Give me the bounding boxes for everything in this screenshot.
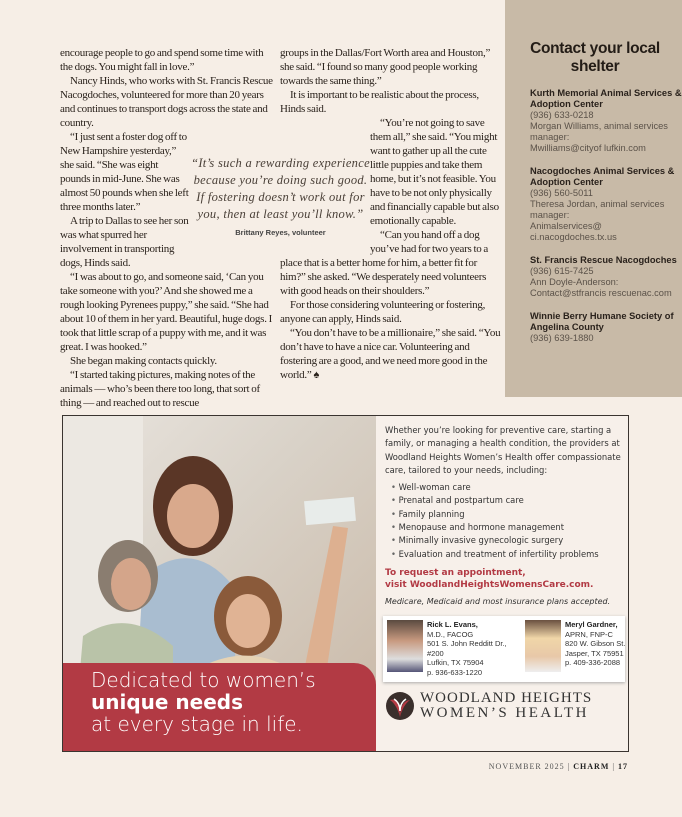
end-mark-icon: ♠ [313, 369, 320, 381]
doctor-phone: p. 936-633-1220 [427, 667, 483, 677]
page-number: 17 [618, 762, 628, 771]
logo-line: WOODLAND HEIGHTS [420, 690, 593, 706]
paragraph: She began making contacts quickly. [70, 355, 217, 367]
doctor-cred: M.D., FACOG [427, 629, 474, 639]
shelter-name: Nacogdoches Animal Services & Adoption Center [530, 166, 675, 187]
paragraph: “You’re not going to save them all,” she said. “You might want to gather up all the cute little puppies and take them home, but it’s not feasible. You have to be not only physically and financially capable but also emotionally capable. [370, 117, 499, 227]
ad-banner [63, 663, 376, 751]
paragraph: It is important to be realistic about the process, Hinds said. [280, 89, 479, 115]
doctors-card [383, 616, 625, 682]
banner-emphasis: unique needs [91, 690, 244, 714]
paragraph: “I was about to go, and someone said, ‘Can you take someone with you?’ And she showed me a rough looking Pyrenees puppy,” she said. “She had about 10 of them in her yard. Beautiful, huge dogs. I took that little scrap of a puppy with me, and it was great. I was hooked.” [60, 271, 273, 353]
ad-copy [385, 424, 625, 608]
website-link[interactable]: visit WoodlandHeightsWomensCare.com. [385, 580, 594, 591]
insurance-note: Medicare, Medicaid and most insurance plans accepted. [385, 596, 611, 606]
paragraph: “I started taking pictures, making notes of the animals — who’s been there too long, that sort of thing — and reached out to rescue [60, 369, 260, 409]
service-item: • Family planning [391, 508, 625, 521]
paragraph: encourage people to go and spend some time with the dogs. You might fall in love.” [60, 47, 264, 73]
shelter-detail: Morgan Williams, animal services manager: [530, 121, 668, 142]
paragraph: “I just sent a foster dog off to New Hampshire yesterday,” she said. “She was eight pounds in mid-June. She was almost 50 pounds when she left three months later.” [60, 131, 189, 213]
logo-line: WOMEN’S HEALTH [420, 705, 590, 721]
doctor-addr2: Jasper, TX 75951 [565, 648, 624, 658]
paragraph: A trip to Dallas to see her son was what spurred her involvement in transporting dogs, Hinds said. [60, 215, 189, 269]
shelter-detail: (936) 560-5011 [530, 188, 593, 198]
shelter-detail: Ann Doyle-Anderson: [530, 277, 619, 287]
page-footer: NOVEMBER 2025 | CHARM | 17 [488, 762, 628, 771]
paragraph: For those considering volunteering or fostering, anyone can apply, Hinds said. [280, 299, 486, 325]
doctor-photo [387, 620, 423, 672]
shelter-name: Winnie Berry Humane Society of Angelina County [530, 311, 674, 332]
service-item: • Evaluation and treatment of infertility problems [391, 548, 625, 561]
pull-quote-text: “It’s such a rewarding experience because you’re doing such good. If fostering doesn’t work out for you, then at least you’ll know.” [191, 156, 370, 221]
shelter-detail: Theresa Jordan, animal services manager: [530, 199, 665, 220]
service-item: • Prenatal and postpartum care [391, 494, 625, 507]
doctor-addr1: 820 W. Gibson St. [565, 639, 626, 648]
doctor-entry [387, 620, 523, 677]
article-column-2 [280, 46, 502, 382]
ad-photo [63, 416, 376, 751]
shelter-entry [530, 311, 682, 344]
banner-line: at every stage in life. [91, 712, 303, 736]
shelter-entry [530, 166, 682, 243]
paragraph [280, 326, 502, 382]
service-item: • Minimally invasive gynecologic surgery [391, 534, 625, 547]
cta-line: To request an appointment, [385, 567, 526, 578]
paragraph-text: “You don’t have to be a millionaire,” she said. “You don’t have to have a nice car. Volunteering and fostering are a good, and we need more good in the world.” [280, 327, 501, 381]
woodland-heights-logo [385, 691, 592, 721]
service-item: • Well-woman care [391, 481, 625, 494]
magazine-name: CHARM [573, 762, 610, 771]
shelter-name: Kurth Memorial Animal Services & Adoption Center [530, 88, 682, 109]
paragraph: “Can you hand off a dog you’ve had for two years to a place that is a better home for him, a better fit for him?” she asked. “We desperately need volunteers with good heads on their shoulders.” [280, 229, 489, 297]
doctor-photo [525, 620, 561, 672]
appointment-cta [385, 567, 625, 592]
logo-mark-icon [385, 691, 415, 721]
shelter-entry [530, 255, 682, 299]
doctor-addr1: 501 S. John Redditt Dr., #200 [427, 639, 507, 658]
sidebar-title: Contact your local shelter [530, 40, 660, 75]
shelter-entry [530, 88, 682, 154]
doctor-name: Meryl Gardner, [565, 620, 618, 629]
banner-line: Dedicated to women’s [91, 668, 316, 692]
paragraph: groups in the Dallas/Fort Worth area and Houston,” she said. “I found so many good people working towards the same thing.” [280, 47, 491, 87]
doctor-cred: APRN, FNP-C [565, 629, 613, 639]
shelter-detail: (936) 639-1880 [530, 333, 594, 343]
issue-date: NOVEMBER 2025 [488, 762, 565, 771]
service-item: • Menopause and hormone management [391, 521, 625, 534]
doctor-entry [525, 620, 661, 672]
shelter-detail: Contact@stfrancis rescuenac.com [530, 288, 672, 298]
doctor-name: Rick L. Evans, [427, 620, 478, 629]
ad-intro: Whether you’re looking for preventive care, starting a family, or managing a health condition, the providers at Woodland Heights Women’s Health offer compassionate care, tailored to your needs, including: [385, 425, 621, 475]
doctor-phone: p. 409-336-2088 [565, 658, 621, 667]
doctor-addr2: Lufkin, TX 75904 [427, 658, 484, 667]
services-list [391, 481, 625, 561]
shelter-detail: Animalservices@ ci.nacogdoches.tx.us [530, 221, 617, 242]
shelter-detail: Mwilliams@cityof lufkin.com [530, 143, 646, 153]
shelter-name: St. Francis Rescue Nacogdoches [530, 255, 677, 265]
contact-sidebar [505, 0, 682, 397]
advertisement [62, 415, 629, 752]
shelter-detail: (936) 615-7425 [530, 266, 594, 276]
shelter-detail: (936) 633-0218 [530, 110, 594, 120]
paragraph: Nancy Hinds, who works with St. Francis Rescue Nacogdoches, volunteered for more than 20 years and continues to transport dogs across the state and country. [60, 75, 273, 129]
pull-quote-attribution: Brittany Reyes, volunteer [235, 228, 326, 237]
